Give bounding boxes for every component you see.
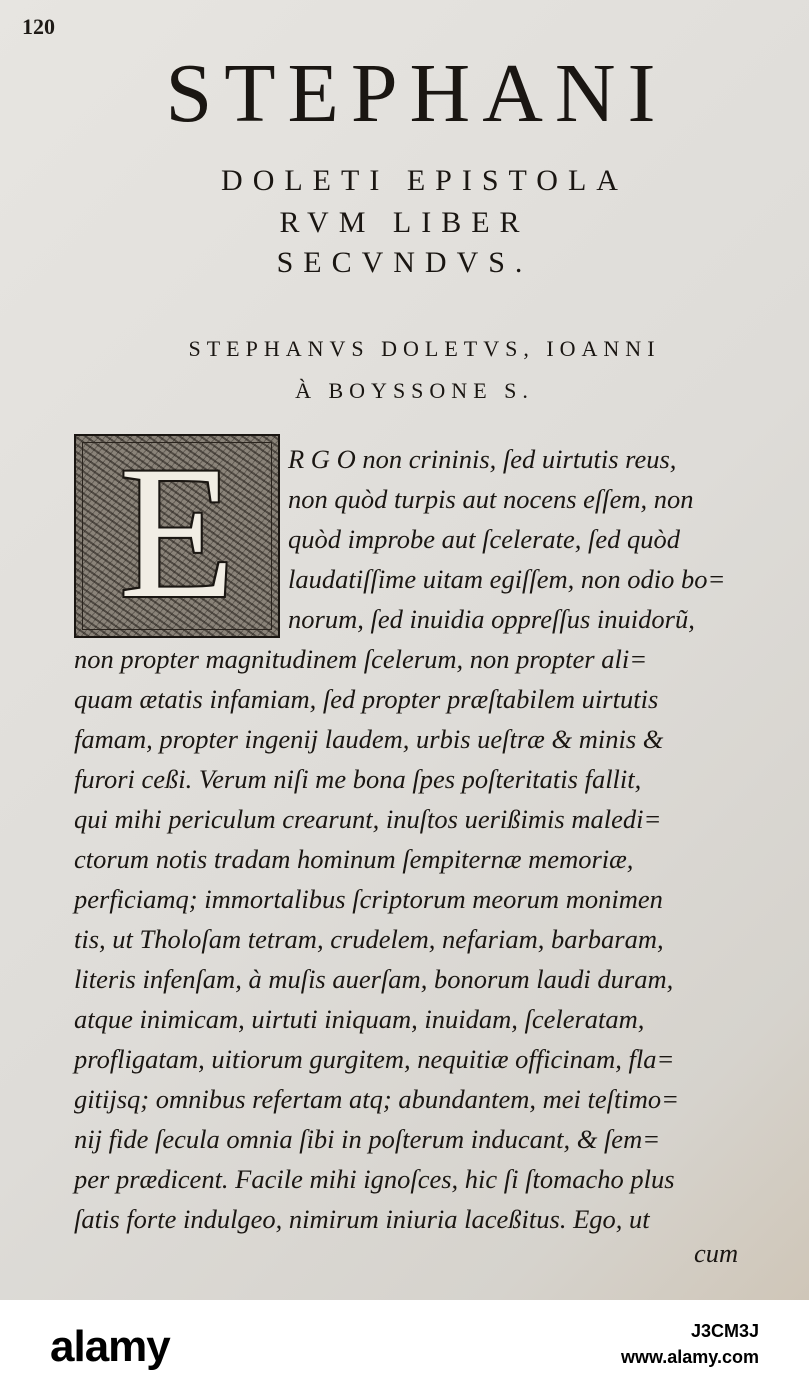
body-line: per prædicent. Facile mihi ignoſces, hic ſi ſtomacho plus (74, 1164, 675, 1194)
title-main: STEPHANI (165, 47, 668, 140)
body-line: norum, ſed inuidia oppreſſus inuidorũ, (288, 604, 695, 634)
body-line: quòd improbe aut ſcelerate, ſed quòd (288, 524, 681, 554)
decorated-initial (74, 428, 280, 638)
body-line: non quòd turpis aut nocens eſſem, non (288, 484, 694, 514)
body-line: laudatiſſime uitam egiſſem, non odio bo= (288, 564, 726, 594)
body-line: ctorum notis tradam hominum ſempiternæ memoriæ, (74, 844, 634, 874)
initial-frame (82, 428, 272, 638)
page-number: 120 (22, 14, 55, 39)
title-line-1: DOLETI EPISTOLA (221, 164, 628, 197)
body-line: ſatis forte indulgeo, nimirum iniuria laceßitus. Ego, ut (74, 1204, 650, 1234)
body-line: profligatam, uitiorum gurgitem, nequitiæ officinam, fla= (74, 1044, 675, 1074)
body-line: literis infenſam, à muſis auerſam, bonorum laudi duram, (74, 964, 674, 994)
body-line: famam, propter ingenij laudem, urbis ueſtræ & minis & (74, 724, 664, 754)
title-line-3: SECVNDVS. (276, 246, 533, 279)
greeting-line-2: À BOYSSONE S. (295, 378, 534, 403)
body-line: non propter magnitudinem ſcelerum, non propter ali= (74, 644, 648, 674)
body-line: furori ceßi. Verum niſi me bona ſpes poſteritatis fallit, (74, 764, 642, 794)
title-line-2: RVM LIBER (279, 206, 530, 239)
watermark-banner (0, 1300, 809, 1390)
greeting-line-1: STEPHANVS DOLETVS, IOANNI (188, 336, 661, 361)
body-line: nij fide ſecula omnia ſibi in poſterum inducant, & ſem= (74, 1124, 661, 1154)
body-line: atque inimicam, uirtuti iniquam, inuidam, ſceleratam, (74, 1004, 645, 1034)
catchword: cum (694, 1238, 739, 1268)
body-line: tis, ut Tholoſam tetram, crudelem, nefariam, barbaram, (74, 924, 664, 954)
body-line: quam ætatis infamiam, ſed propter præſtabilem uirtutis (74, 684, 659, 714)
body-line: gitijsq; omnibus refertam atq; abundantem, mei teſtimo= (74, 1084, 679, 1114)
body-line: qui mihi periculum crearunt, inuſtos uerißimis maledi= (74, 804, 662, 834)
body-line: perficiamq; immortalibus ſcriptorum meorum monimen (74, 884, 663, 914)
initial-letter: E (118, 428, 236, 638)
watermark-site: www.alamy.com (620, 1347, 759, 1367)
body-line: R G O non crininis, ſed uirtutis reus, (288, 444, 677, 474)
watermark-info (621, 1318, 759, 1370)
watermark-logo: alamy (50, 1322, 170, 1371)
watermark-image-id: J3CM3J (690, 1321, 759, 1341)
